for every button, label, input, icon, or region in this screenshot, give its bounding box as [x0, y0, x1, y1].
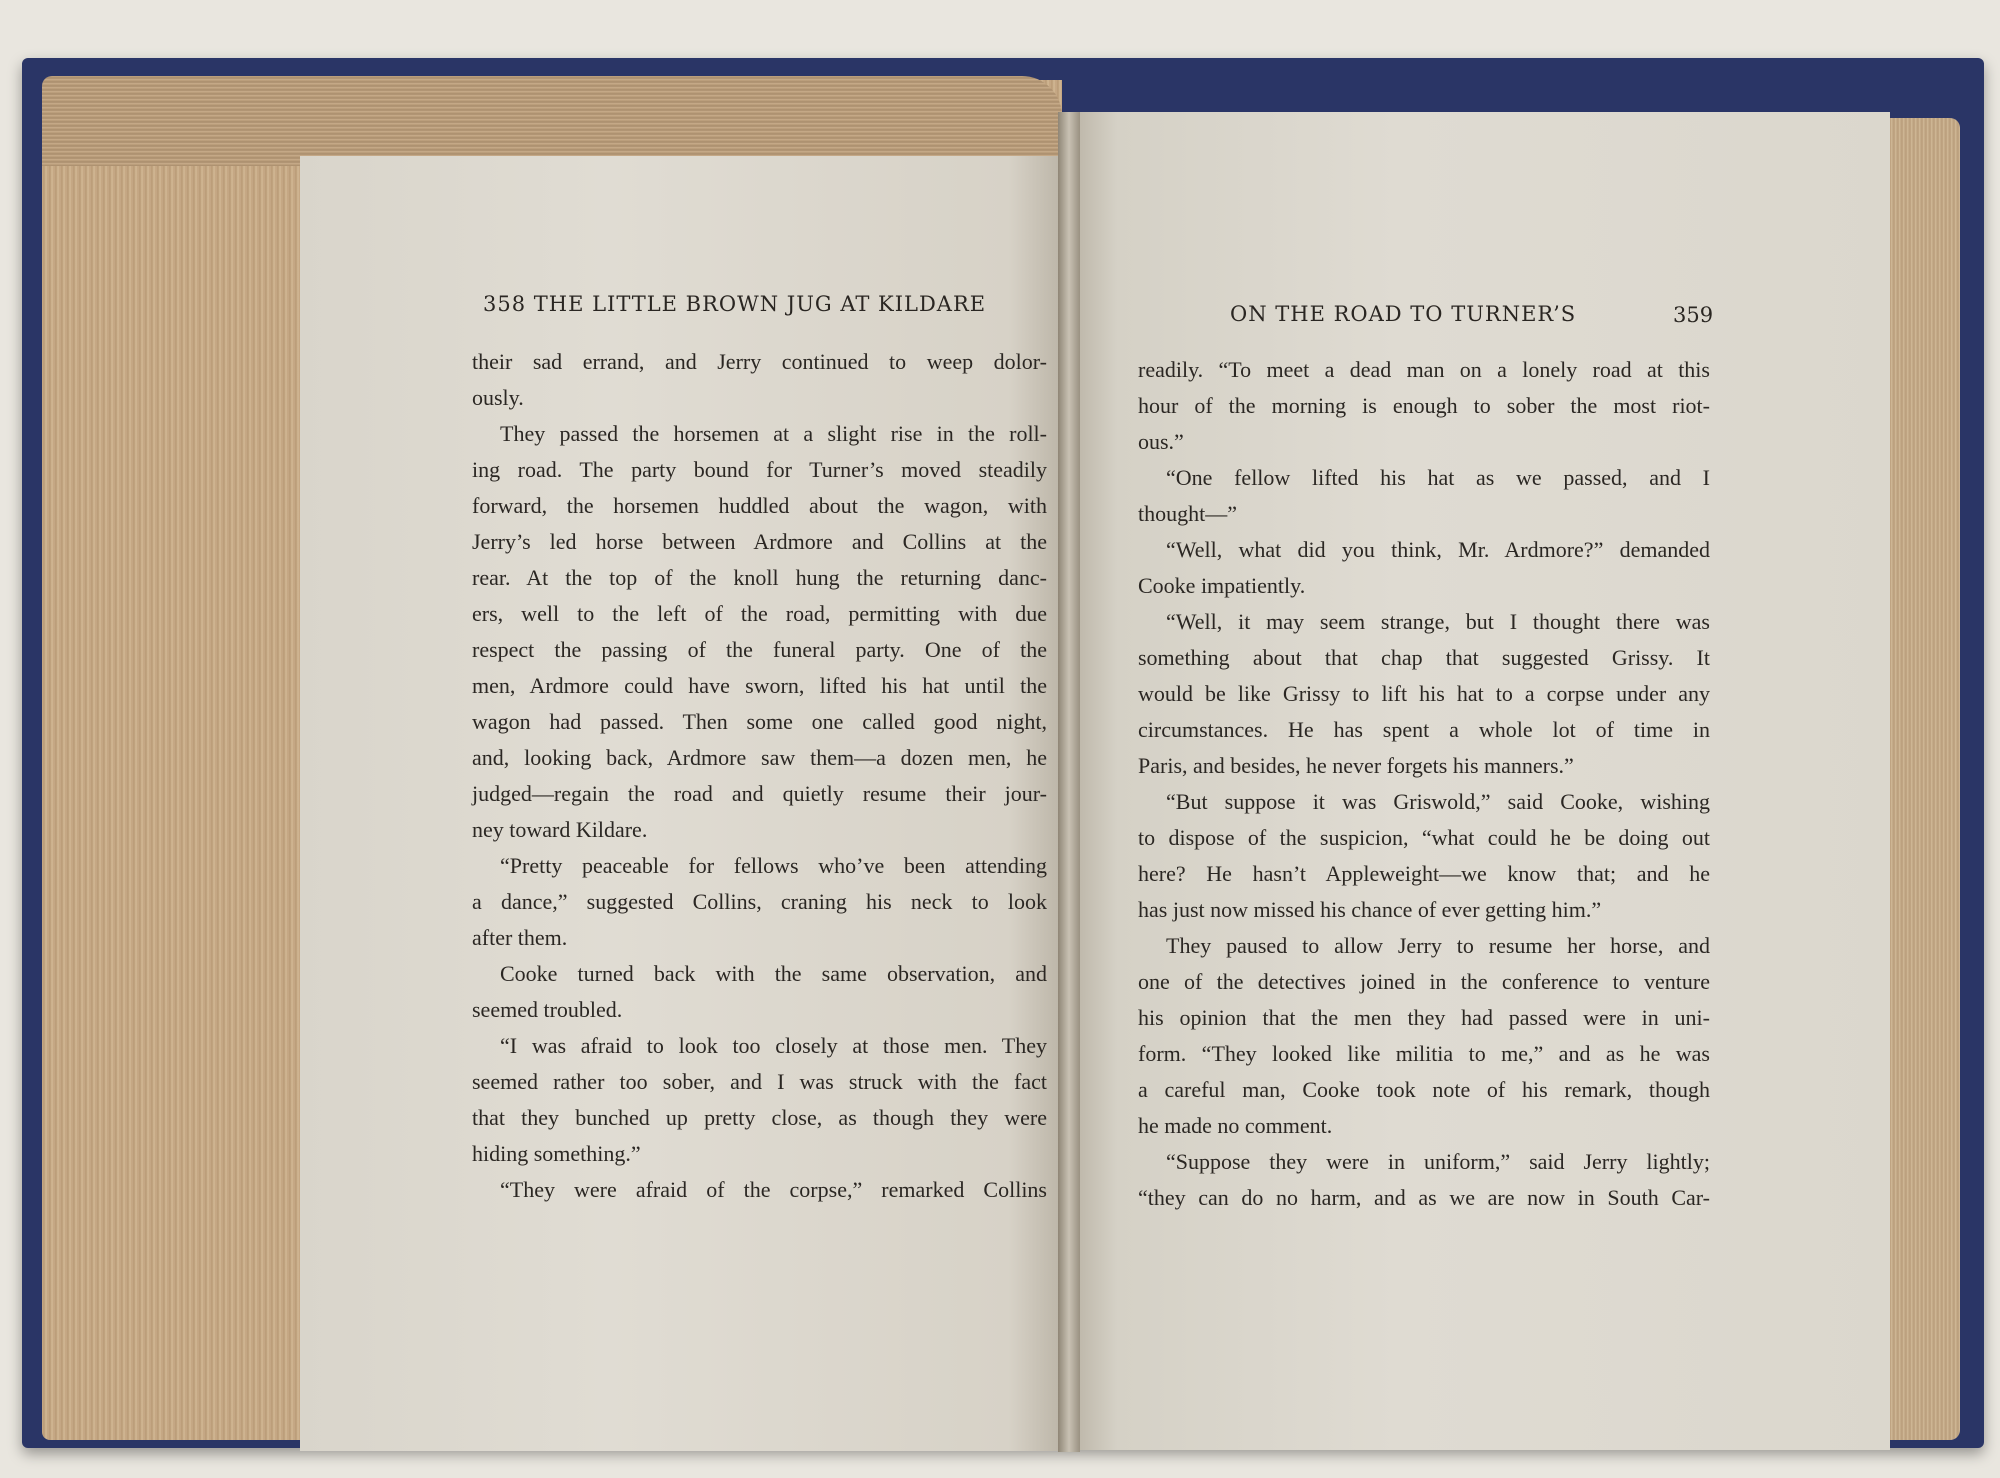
- text-line: ously.: [472, 385, 524, 410]
- text-line: seemed troubled.: [472, 997, 623, 1022]
- text-line: their sad errand, and Jerry continued to weep dolor-: [472, 349, 1047, 374]
- text-line: circumstances. He has spent a whole lot of time in: [1138, 717, 1710, 742]
- text-line: here? He hasn’t Appleweight—we know that; and he: [1138, 861, 1710, 886]
- text-line: Cooke impatiently.: [1138, 573, 1306, 598]
- text-line: “Suppose they were in uniform,” said Jerry lightly;: [1166, 1149, 1710, 1174]
- text-line: form. “They looked like militia to me,” and as he was: [1138, 1041, 1710, 1066]
- text-line: “They were afraid of the corpse,” remarked Collins: [500, 1177, 1047, 1202]
- text-line: has just now missed his chance of ever getting him.”: [1138, 897, 1602, 922]
- text-line: Cooke turned back with the same observation, and: [500, 961, 1047, 986]
- text-line: They paused to allow Jerry to resume her horse, and: [1166, 933, 1710, 958]
- left-page-top-edges: [42, 76, 1062, 166]
- text-line: ney toward Kildare.: [472, 817, 648, 842]
- text-line: “Pretty peaceable for fellows who’ve been attending: [500, 853, 1047, 878]
- text-line: rear. At the top of the knoll hung the returning danc-: [472, 565, 1047, 590]
- text-line: “One fellow lifted his hat as we passed, and I: [1166, 465, 1710, 490]
- text-line: respect the passing of the funeral party. One of the: [472, 637, 1047, 662]
- left-page-text: [472, 344, 1047, 1208]
- text-line: hour of the morning is enough to sober the most riot-: [1138, 393, 1710, 418]
- text-line: “But suppose it was Griswold,” said Cooke, wishing: [1166, 789, 1710, 814]
- text-line: ers, well to the left of the road, permitting with due: [472, 601, 1047, 626]
- right-page-text: [1138, 352, 1710, 1216]
- text-line: seemed rather too sober, and I was struck with the fact: [472, 1069, 1047, 1094]
- text-line: one of the detectives joined in the conference to venture: [1138, 969, 1710, 994]
- left-running-head: 358 THE LITTLE BROWN JUG AT KILDARE: [483, 292, 987, 316]
- text-line: a careful man, Cooke took note of his remark, though: [1138, 1077, 1710, 1102]
- text-line: his opinion that the men they had passed were in uni-: [1138, 1005, 1710, 1030]
- text-line: Jerry’s led horse between Ardmore and Collins at the: [472, 529, 1047, 554]
- text-line: that they bunched up pretty close, as though they were: [472, 1105, 1047, 1130]
- text-line: a dance,” suggested Collins, craning his neck to look: [472, 889, 1047, 914]
- text-line: “I was afraid to look too closely at those men. They: [500, 1033, 1047, 1058]
- text-line: “Well, it may seem strange, but I thought there was: [1166, 609, 1710, 634]
- right-running-head: ON THE ROAD TO TURNER’S: [1230, 302, 1577, 326]
- text-line: “Well, what did you think, Mr. Ardmore?” demanded: [1166, 537, 1710, 562]
- text-line: he made no comment.: [1138, 1113, 1333, 1138]
- text-line: forward, the horsemen huddled about the wagon, with: [472, 493, 1047, 518]
- text-line: ing road. The party bound for Turner’s moved steadily: [472, 457, 1047, 482]
- text-line: wagon had passed. Then some one called good night,: [472, 709, 1047, 734]
- text-line: They passed the horsemen at a slight rise in the roll-: [500, 421, 1047, 446]
- text-line: to dispose of the suspicion, “what could he be doing out: [1138, 825, 1710, 850]
- text-line: men, Ardmore could have sworn, lifted his hat until the: [472, 673, 1047, 698]
- text-line: and, looking back, Ardmore saw them—a dozen men, he: [472, 745, 1047, 770]
- text-line: hiding something.”: [472, 1141, 641, 1166]
- text-line: after them.: [472, 925, 568, 950]
- text-line: “they can do no harm, and as we are now in South Car-: [1138, 1185, 1710, 1210]
- text-line: Paris, and besides, he never forgets his manners.”: [1138, 753, 1574, 778]
- text-line: ous.”: [1138, 429, 1184, 454]
- text-line: readily. “To meet a dead man on a lonely road at this: [1138, 357, 1710, 382]
- text-line: something about that chap that suggested Grissy. It: [1138, 645, 1710, 670]
- text-line: thought—”: [1138, 501, 1237, 526]
- right-page-number: 359: [1673, 303, 1714, 327]
- text-line: judged—regain the road and quietly resume their jour-: [472, 781, 1047, 806]
- book-gutter: [1058, 112, 1080, 1452]
- text-line: would be like Grissy to lift his hat to a corpse under any: [1138, 681, 1710, 706]
